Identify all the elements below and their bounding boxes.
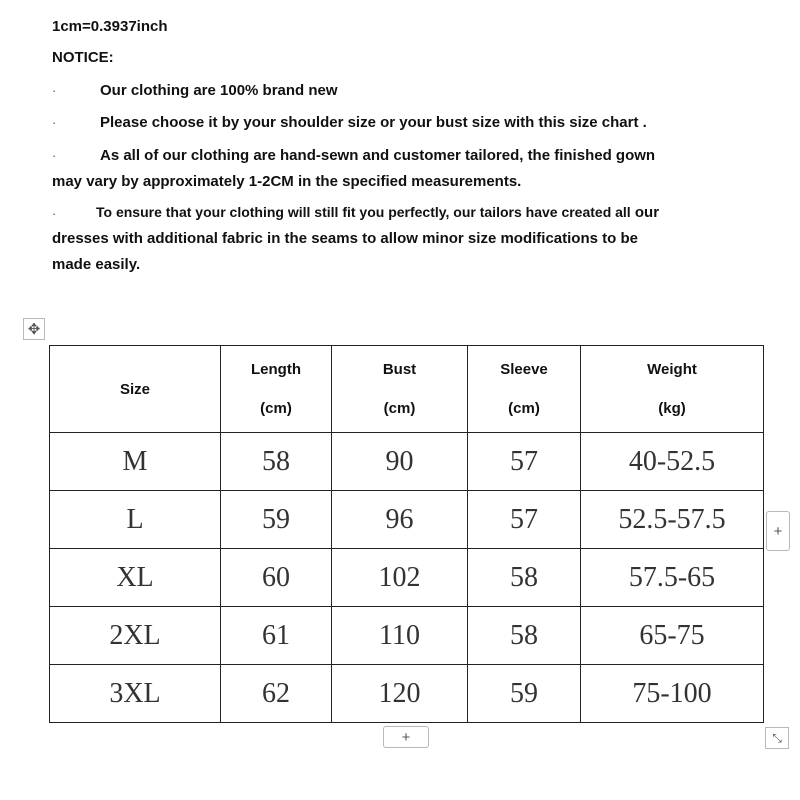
- table-row: [50, 433, 764, 491]
- notice-fit: [96, 204, 659, 221]
- header-unit: (kg): [658, 400, 686, 417]
- cell-sleeve: 58: [468, 607, 581, 665]
- notice-brand-new: Our clothing are 100% brand new: [100, 82, 338, 99]
- cell-sleeve: 59: [468, 665, 581, 723]
- add-row-button[interactable]: [383, 726, 429, 748]
- cell-sleeve: 58: [468, 549, 581, 607]
- cell-sleeve: 57: [468, 491, 581, 549]
- add-column-button[interactable]: [766, 511, 790, 551]
- conversion-note: 1cm=0.3937inch: [52, 18, 168, 35]
- cell-size: 3XL: [50, 665, 221, 723]
- notice-heading: NOTICE:: [52, 49, 114, 66]
- header-weight: [581, 346, 764, 433]
- cell-bust: 90: [332, 433, 468, 491]
- table-resize-icon[interactable]: ⤡: [765, 727, 789, 749]
- plus-icon: +: [401, 728, 411, 746]
- bullet: ·: [52, 83, 57, 98]
- header-size: Size: [50, 346, 221, 433]
- notice-choose-size: Please choose it by your shoulder size or your bust size with this size chart .: [100, 114, 647, 131]
- table-row: [50, 607, 764, 665]
- cell-sleeve: 57: [468, 433, 581, 491]
- notice-hand-sewn-cont: may vary by approximately 1-2CM in the specified measurements.: [52, 173, 522, 190]
- notice-hand-sewn: As all of our clothing are hand-sewn and customer tailored, the finished gown: [100, 147, 656, 164]
- notice-fit-cont: dresses with additional fabric in the seams to allow minor size modifications to be: [52, 230, 638, 247]
- size-chart-table: [49, 345, 764, 723]
- plus-icon: +: [773, 522, 783, 540]
- cell-size: XL: [50, 549, 221, 607]
- bullet: ·: [52, 115, 57, 130]
- cell-size: M: [50, 433, 221, 491]
- cell-length: 62: [221, 665, 332, 723]
- cell-bust: 96: [332, 491, 468, 549]
- header-bust: [332, 346, 468, 433]
- cell-weight: 57.5-65: [581, 549, 764, 607]
- header-label: Length: [251, 361, 301, 378]
- cell-length: 58: [221, 433, 332, 491]
- notice-fit-our: our: [634, 204, 660, 221]
- header-label: Sleeve: [500, 361, 548, 378]
- cell-weight: 52.5-57.5: [581, 491, 764, 549]
- header-unit: (cm): [508, 400, 540, 417]
- table-row: [50, 491, 764, 549]
- cell-size: 2XL: [50, 607, 221, 665]
- header-unit: (cm): [260, 400, 292, 417]
- notice-fit-end: made easily.: [52, 256, 141, 273]
- bullet: ·: [52, 148, 57, 163]
- header-label: Weight: [647, 361, 697, 378]
- cell-weight: 75-100: [581, 665, 764, 723]
- cell-length: 59: [221, 491, 332, 549]
- header-sleeve: [468, 346, 581, 433]
- bullet: ·: [52, 206, 57, 221]
- cell-weight: 65-75: [581, 607, 764, 665]
- cell-length: 60: [221, 549, 332, 607]
- table-move-icon[interactable]: ✥: [23, 318, 45, 340]
- table-row: [50, 665, 764, 723]
- table-row: [50, 549, 764, 607]
- header-label: Bust: [382, 361, 417, 378]
- cell-size: L: [50, 491, 221, 549]
- header-length: [221, 346, 332, 433]
- notice-fit-small: To ensure that your clothing will still fit you perfectly, our tailors have created all: [96, 204, 631, 220]
- cell-bust: 120: [332, 665, 468, 723]
- cell-bust: 110: [332, 607, 468, 665]
- cell-weight: 40-52.5: [581, 433, 764, 491]
- header-unit: (cm): [383, 400, 416, 417]
- table-header-row: [50, 346, 764, 433]
- cell-bust: 102: [332, 549, 468, 607]
- cell-length: 61: [221, 607, 332, 665]
